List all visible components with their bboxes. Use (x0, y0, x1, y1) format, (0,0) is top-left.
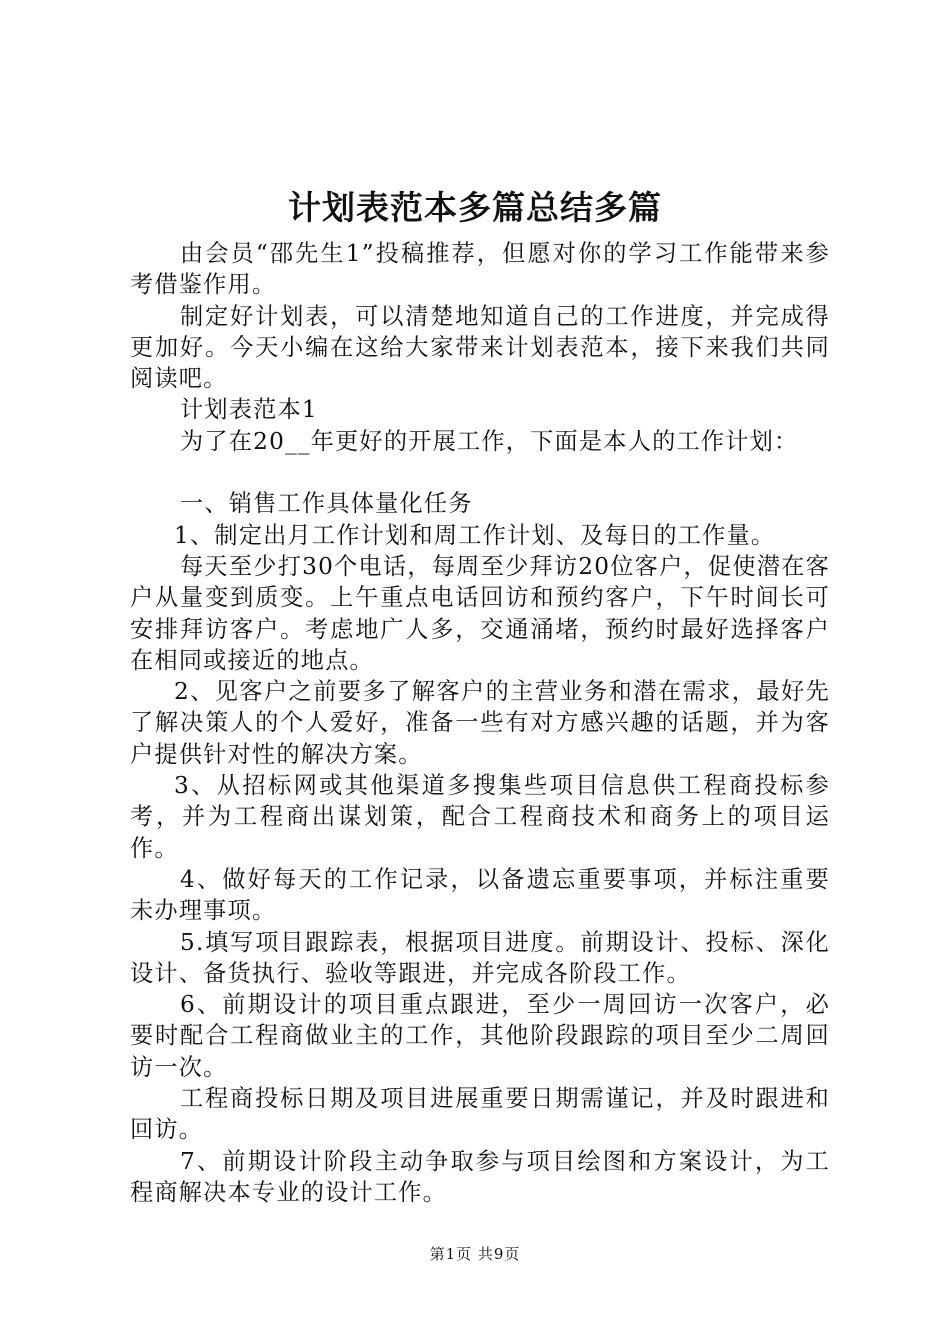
page-number-footer: 第1页 共9页 (429, 1245, 521, 1263)
list-item-4: 4、做好每天的工作记录，以备遗忘重要事项，并标注重要未办理事项。 (130, 865, 830, 925)
paragraph-bid-dates: 工程商投标日期及项目进展重要日期需谨记，并及时跟进和回访。 (130, 1085, 830, 1144)
document-title: 计划表范本多篇总结多篇 (288, 188, 662, 227)
subsection-heading: 一、销售工作具体量化任务 (180, 490, 473, 518)
blank-line (130, 457, 830, 488)
paragraph-preface: 制定好计划表，可以清楚地知道自己的工作进度，并完成得更加好。今天小编在这给大家带来计划表范本，接下来我们共同阅读吧。 (130, 302, 830, 393)
paragraph-daily-tasks: 每天至少打30个电话，每周至少拜访20位客户，促使潜在客户从量变到质变。上午重点电话回访和预约客户，下午时间长可安排拜访客户。考虑地广人多，交通涌堵，预约时最好选择客户在相同或接近的地点。 (130, 552, 830, 674)
document-body (130, 238, 830, 1208)
paragraph-opening: 为了在20__年更好的开展工作，下面是本人的工作计划： (180, 427, 799, 455)
list-item-3: 3、从招标网或其他渠道多搜集些项目信息供工程商投标参考，并为工程商出谋划策，配合工程商技术和商务上的项目运作。 (130, 772, 830, 862)
paragraph-intro: 由会员“邵先生1”投稿推荐，但愿对你的学习工作能带来参考借鉴作用。 (130, 240, 830, 299)
section-heading: 计划表范本1 (180, 396, 318, 424)
list-item-5: 5.填写项目跟踪表，根据项目进度。前期设计、投标、深化设计、备货执行、验收等跟进，并完成各阶段工作。 (130, 928, 830, 987)
list-item-7: 7、前期设计阶段主动争取参与项目绘图和方案设计，为工程商解决本专业的设计工作。 (130, 1147, 830, 1206)
list-item-2: 2、见客户之前要多了解客户的主营业务和潜在需求，最好先了解决策人的个人爱好，准备一些有对方感兴趣的话题，并为客户提供针对性的解决方案。 (130, 678, 830, 768)
list-item-1: 1、制定出月工作计划和周工作计划、及每日的工作量。 (174, 521, 776, 549)
list-item-6: 6、前期设计的项目重点跟进，至少一周回访一次客户，必要时配合工程商做业主的工作，其他阶段跟踪的项目至少二周回访一次。 (130, 991, 830, 1081)
